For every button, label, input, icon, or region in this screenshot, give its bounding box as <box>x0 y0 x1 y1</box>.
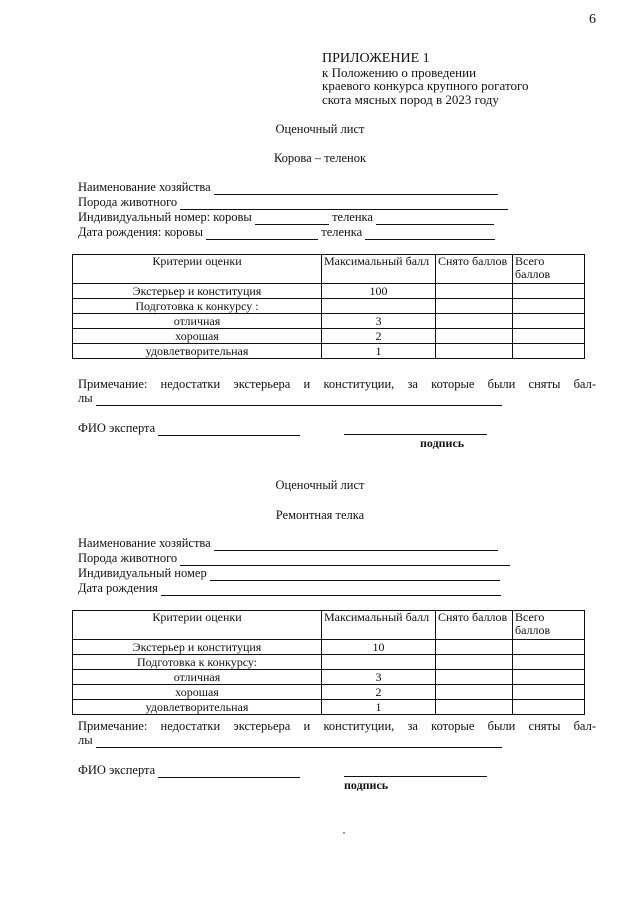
sheet2-subtitle: Ремонтная телка <box>275 508 365 522</box>
max-cell: 3 <box>322 314 436 329</box>
deducted-cell[interactable] <box>436 685 513 700</box>
sheet2-signature-line[interactable] <box>344 763 487 777</box>
expert-input-line[interactable] <box>158 423 300 436</box>
sheet1-signature-caption: подпись <box>420 436 465 450</box>
birth-label: Дата рождения <box>78 581 158 595</box>
sheet1-note-line2 <box>78 391 502 406</box>
sheet1-subtitle: Корова – теленок <box>273 151 367 165</box>
sheet2-birth-field <box>78 581 501 596</box>
sheet2-signature-caption: подпись <box>344 778 389 792</box>
farm-input-line[interactable] <box>214 182 498 195</box>
total-cell[interactable] <box>513 344 585 359</box>
max-cell: 1 <box>322 344 436 359</box>
appendix-header <box>322 52 528 106</box>
table-row <box>73 685 585 700</box>
header-max: Максимальный балл <box>322 611 436 640</box>
deducted-cell[interactable] <box>436 329 513 344</box>
birth-input-line[interactable] <box>161 583 501 596</box>
birth-calf-input-line[interactable] <box>365 227 495 240</box>
max-cell: 2 <box>322 329 436 344</box>
sheet1-expert-field <box>78 421 300 436</box>
appendix-line-1: к Положению о проведении <box>322 64 477 80</box>
table-row <box>73 299 585 314</box>
table-row <box>73 655 585 670</box>
sheet1-note-line1: Примечание: недостатки экстерьера и конституции, за которые были сняты бал- <box>78 377 596 391</box>
total-cell[interactable] <box>513 655 585 670</box>
deducted-cell[interactable] <box>436 700 513 715</box>
sheet1-breed-field <box>78 195 508 210</box>
birth-calf-label: теленка <box>321 225 363 239</box>
sheet2-criteria-table <box>72 610 585 715</box>
deducted-cell[interactable] <box>436 299 513 314</box>
sheet1-id-field <box>78 210 494 225</box>
criterion-cell: удовлетворительная <box>73 344 322 359</box>
max-cell: 3 <box>322 670 436 685</box>
birth-cow-label: Дата рождения: коровы <box>78 225 203 239</box>
criterion-cell: отличная <box>73 314 322 329</box>
header-deducted: Снято баллов <box>436 611 513 640</box>
criterion-cell: отличная <box>73 670 322 685</box>
sheet2-id-field <box>78 566 500 581</box>
total-cell[interactable] <box>513 685 585 700</box>
criterion-cell: Экстерьер и конституция <box>73 284 322 299</box>
farm-label: Наименование хозяйства <box>78 180 211 194</box>
table-row <box>73 700 585 715</box>
note-continuation: лы <box>78 391 93 405</box>
id-label: Индивидуальный номер <box>78 566 207 580</box>
table-row <box>73 314 585 329</box>
max-cell: 100 <box>322 284 436 299</box>
appendix-line-2: краевого конкурса крупного рогатого <box>322 78 529 93</box>
sheet1-birth-field <box>78 225 495 240</box>
criterion-cell: Подготовка к конкурсу : <box>73 299 322 314</box>
appendix-title: ПРИЛОЖЕНИЕ 1 <box>322 51 430 66</box>
total-cell[interactable] <box>513 314 585 329</box>
note-input-line[interactable] <box>96 393 502 406</box>
sheet2-title: Оценочный лист <box>275 478 365 492</box>
expert-label: ФИО эксперта <box>78 763 156 777</box>
sheet1-title: Оценочный лист <box>275 122 365 136</box>
id-calf-label: теленка <box>332 210 373 224</box>
farm-label: Наименование хозяйства <box>78 536 211 550</box>
table-row <box>73 329 585 344</box>
sheet1-farm-field <box>78 180 498 195</box>
deducted-cell[interactable] <box>436 655 513 670</box>
criterion-cell: Подготовка к конкурсу: <box>73 655 322 670</box>
table-row <box>73 640 585 655</box>
id-cow-label: Индивидуальный номер: коровы <box>78 210 252 224</box>
criterion-cell: хорошая <box>73 329 322 344</box>
sheet1-criteria-table <box>72 254 585 359</box>
sheet2-breed-field <box>78 551 510 566</box>
sheet2-note-line1: Примечание: недостатки экстерьера и конституции, за которые были сняты бал- <box>78 719 596 733</box>
header-criteria: Критерии оценки <box>73 611 322 640</box>
max-cell: 1 <box>322 700 436 715</box>
header-max: Максимальный балл <box>322 255 436 284</box>
farm-input-line[interactable] <box>214 538 498 551</box>
birth-cow-input-line[interactable] <box>206 227 318 240</box>
max-cell <box>322 655 436 670</box>
table-row <box>73 344 585 359</box>
id-calf-input-line[interactable] <box>376 212 494 225</box>
header-deducted: Снято баллов <box>436 255 513 284</box>
total-cell[interactable] <box>513 640 585 655</box>
scan-speck <box>343 832 345 834</box>
breed-label: Порода животного <box>78 551 178 565</box>
table-header-row <box>73 255 585 284</box>
max-cell: 2 <box>322 685 436 700</box>
note-continuation: лы <box>78 733 93 747</box>
max-cell <box>322 299 436 314</box>
criterion-cell: удовлетворительная <box>73 700 322 715</box>
page-number: 6 <box>589 12 596 27</box>
max-cell: 10 <box>322 640 436 655</box>
sheet2-farm-field <box>78 536 498 551</box>
total-cell[interactable] <box>513 670 585 685</box>
breed-label: Порода животного <box>78 195 178 209</box>
table-header-row <box>73 611 585 640</box>
deducted-cell[interactable] <box>436 670 513 685</box>
total-cell[interactable] <box>513 329 585 344</box>
table-row <box>73 670 585 685</box>
criterion-cell: Экстерьер и конституция <box>73 640 322 655</box>
header-total: Всего баллов <box>513 611 585 640</box>
appendix-line-3: скота мясных пород в 2023 году <box>322 91 499 107</box>
expert-label: ФИО эксперта <box>78 421 156 435</box>
id-cow-input-line[interactable] <box>255 212 329 225</box>
id-input-line[interactable] <box>210 568 500 581</box>
sheet2-expert-field <box>78 763 300 778</box>
header-criteria: Критерии оценки <box>73 255 322 284</box>
deducted-cell[interactable] <box>436 284 513 299</box>
total-cell[interactable] <box>513 299 585 314</box>
criterion-cell: хорошая <box>73 685 322 700</box>
sheet2-note-line2 <box>78 733 502 748</box>
deducted-cell[interactable] <box>436 344 513 359</box>
breed-input-line[interactable] <box>180 553 510 566</box>
total-cell[interactable] <box>513 700 585 715</box>
deducted-cell[interactable] <box>436 640 513 655</box>
header-total: Всего баллов <box>513 255 585 284</box>
sheet1-signature-line[interactable] <box>344 421 487 435</box>
expert-input-line[interactable] <box>158 765 300 778</box>
total-cell[interactable] <box>513 284 585 299</box>
deducted-cell[interactable] <box>436 314 513 329</box>
breed-input-line[interactable] <box>180 197 508 210</box>
table-row <box>73 284 585 299</box>
note-input-line[interactable] <box>96 735 502 748</box>
